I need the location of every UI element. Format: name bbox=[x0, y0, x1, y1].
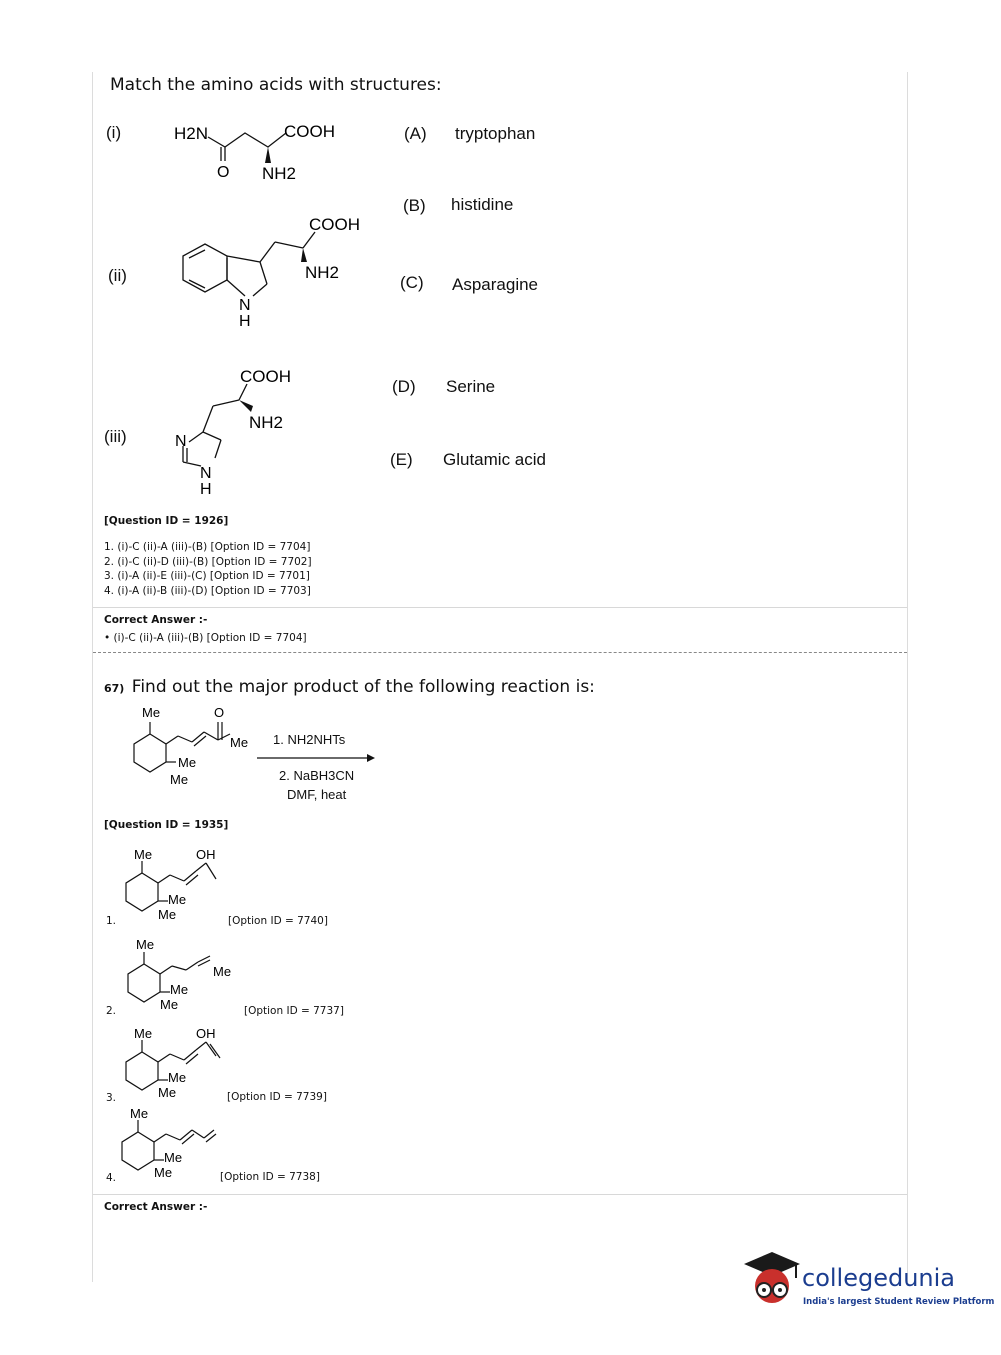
divider bbox=[93, 1194, 907, 1195]
roman-label-i: (i) bbox=[106, 123, 122, 142]
answer-option-2: 2. (i)-C (ii)-D (iii)-(B) [Option ID = 7702] bbox=[104, 556, 312, 568]
label-me: Me bbox=[164, 1150, 183, 1165]
label-me: Me bbox=[158, 1085, 177, 1100]
option-2-id: [Option ID = 7737] bbox=[244, 1005, 344, 1017]
mascot-logo-icon bbox=[740, 1246, 804, 1316]
label-h-iii: H bbox=[200, 481, 212, 497]
divider bbox=[93, 607, 907, 608]
option-d-letter: (D) bbox=[392, 377, 416, 396]
reagent-3: DMF, heat bbox=[287, 787, 347, 802]
question-heading bbox=[104, 677, 595, 697]
label-cooh-ii: COOH bbox=[309, 215, 360, 234]
roman-label-iii: (iii) bbox=[104, 427, 127, 446]
correct-answer-label: Correct Answer :- bbox=[104, 614, 208, 626]
label-me: Me bbox=[160, 997, 179, 1012]
label-me: Me bbox=[168, 1070, 187, 1085]
roman-label-ii: (ii) bbox=[108, 266, 127, 285]
option-b-letter: (B) bbox=[403, 196, 426, 215]
label-me: Me bbox=[170, 772, 189, 787]
label-h-ii: H bbox=[239, 313, 251, 330]
option-3-id: [Option ID = 7739] bbox=[227, 1091, 327, 1103]
label-oh: OH bbox=[196, 847, 216, 862]
label-o: O bbox=[217, 164, 230, 181]
structure-ii bbox=[175, 210, 375, 335]
correct-answer-value: • (i)-C (ii)-A (iii)-(B) [Option ID = 7704] bbox=[104, 632, 307, 644]
label-nh2: NH2 bbox=[262, 164, 297, 183]
label-n2-iii: N bbox=[200, 465, 212, 482]
label-me: Me bbox=[158, 907, 177, 922]
label-me: Me bbox=[168, 892, 187, 907]
question-separator bbox=[93, 652, 907, 653]
reaction-arrow bbox=[255, 751, 380, 765]
option-e-letter: (E) bbox=[390, 450, 413, 469]
question-number: 67) bbox=[104, 682, 125, 695]
page-border-right bbox=[907, 72, 908, 1282]
label-n-ii: N bbox=[239, 297, 251, 314]
reagent-1: 1. NH2NHTs bbox=[273, 732, 346, 747]
label-me: Me bbox=[170, 982, 189, 997]
option-1-id: [Option ID = 7740] bbox=[228, 915, 328, 927]
label-me: Me bbox=[134, 847, 153, 862]
question-title: Find out the major product of the following reaction is: bbox=[131, 677, 595, 697]
label-nh2-ii: NH2 bbox=[305, 263, 340, 282]
correct-answer-label: Correct Answer :- bbox=[104, 1201, 208, 1213]
option-c-letter: (C) bbox=[400, 273, 424, 292]
option-3-structure bbox=[110, 1024, 240, 1104]
label-me: Me bbox=[134, 1026, 153, 1041]
question-title: Match the amino acids with structures: bbox=[110, 75, 442, 95]
option-1-number: 1. bbox=[106, 915, 117, 927]
option-a-name: tryptophan bbox=[455, 124, 536, 143]
structure-iii bbox=[165, 362, 325, 497]
page-border-left bbox=[92, 72, 93, 1282]
label-me: Me bbox=[213, 964, 232, 979]
label-o: O bbox=[214, 705, 225, 720]
option-2-number: 2. bbox=[106, 1005, 117, 1017]
label-me: Me bbox=[230, 735, 249, 750]
option-2-structure bbox=[110, 936, 250, 1016]
option-a-letter: (A) bbox=[404, 124, 427, 143]
label-cooh: COOH bbox=[284, 122, 335, 141]
label-nh2-iii: NH2 bbox=[249, 413, 284, 432]
option-1-structure bbox=[110, 845, 240, 925]
label-me: Me bbox=[154, 1165, 173, 1180]
answer-option-1: 1. (i)-C (ii)-A (iii)-(B) [Option ID = 7704] bbox=[104, 541, 311, 553]
reactant-structure bbox=[110, 700, 270, 795]
label-me: Me bbox=[130, 1106, 149, 1121]
label-me: Me bbox=[136, 937, 155, 952]
option-3-number: 3. bbox=[106, 1092, 117, 1104]
option-4-id: [Option ID = 7738] bbox=[220, 1171, 320, 1183]
label-me: Me bbox=[142, 705, 161, 720]
label-h2n: H2N bbox=[174, 124, 209, 143]
option-e-name: Glutamic acid bbox=[443, 450, 546, 469]
reagent-2: 2. NaBH3CN bbox=[279, 768, 355, 783]
brand-logo-text: collegedunia bbox=[802, 1264, 956, 1292]
answer-option-3: 3. (i)-A (ii)-E (iii)-(C) [Option ID = 7701] bbox=[104, 570, 310, 582]
question-id: [Question ID = 1935] bbox=[104, 819, 229, 831]
question-id: [Question ID = 1926] bbox=[104, 515, 229, 527]
brand-tagline: India's largest Student Review Platform bbox=[803, 1297, 995, 1307]
option-4-number: 4. bbox=[106, 1172, 117, 1184]
option-c-name: Asparagine bbox=[452, 275, 539, 294]
label-oh: OH bbox=[196, 1026, 216, 1041]
structure-i bbox=[170, 115, 360, 190]
label-me: Me bbox=[178, 755, 197, 770]
label-cooh-iii: COOH bbox=[240, 367, 291, 386]
option-b-name: histidine bbox=[451, 195, 514, 214]
answer-option-4: 4. (i)-A (ii)-B (iii)-(D) [Option ID = 7703] bbox=[104, 585, 311, 597]
label-n1-iii: N bbox=[175, 433, 187, 450]
option-d-name: Serine bbox=[446, 377, 496, 396]
